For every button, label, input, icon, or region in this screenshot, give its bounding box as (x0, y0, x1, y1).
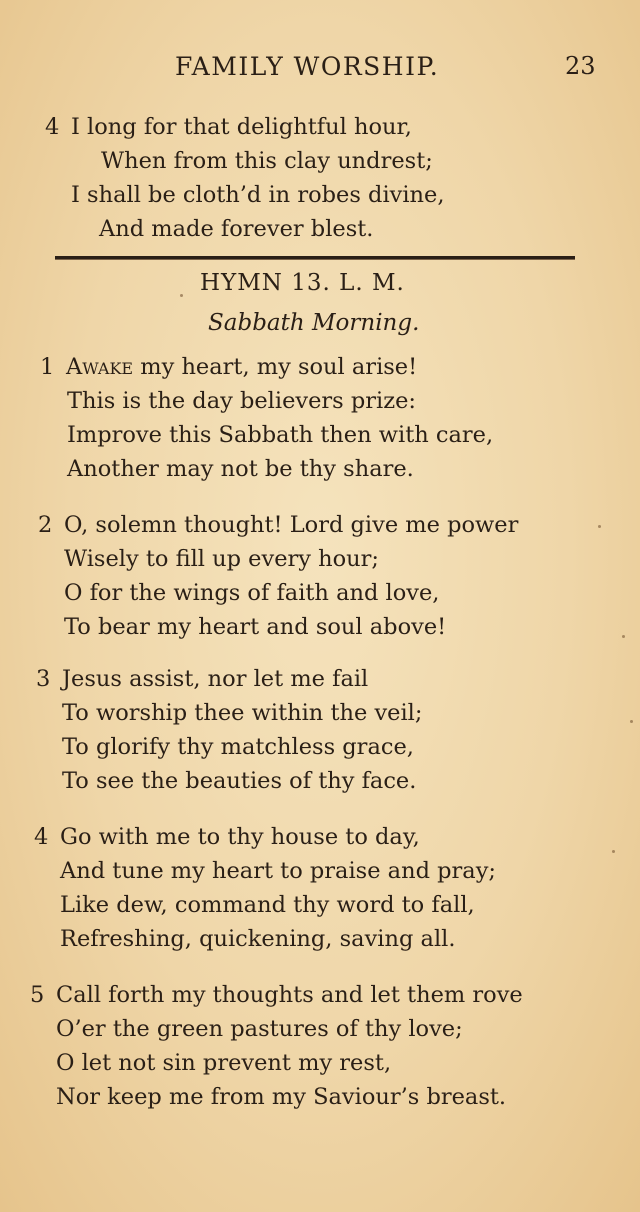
verse-line: And tune my heart to praise and pray; (60, 858, 497, 884)
paper-speck (180, 294, 183, 297)
verse-line: And made forever blest. (99, 216, 374, 242)
paper-speck (598, 525, 601, 528)
stanza-1 (0, 350, 640, 486)
stanza-number: 1 (40, 354, 55, 380)
paper-speck (612, 850, 615, 853)
verse-line: 4 Go with me to thy house to day, (34, 820, 640, 854)
verse-line: 3 Jesus assist, nor let me fail (36, 662, 640, 696)
verse-line: Another may not be thy share. (67, 456, 414, 482)
hymn-title: HYMN 13. L. M. (200, 270, 405, 296)
verse-line: To glorify thy matchless grace, (62, 734, 414, 760)
verse-line: This is the day believers prize: (67, 388, 416, 414)
verse-line: 4 I long for that delightful hour, (45, 110, 640, 144)
verse-line: To see the beauties of thy face. (62, 768, 417, 794)
stanza-number: 3 (36, 666, 51, 692)
stanza-3 (0, 662, 640, 798)
verse-line: To bear my heart and soul above! (64, 614, 447, 640)
prev-stanza (0, 110, 640, 246)
verse-line: When from this clay undrest; (101, 148, 433, 174)
stanza-5 (0, 978, 640, 1114)
stanza-number: 4 (45, 114, 60, 140)
verse-line: O’er the green pastures of thy love; (56, 1016, 463, 1042)
verse-line: Improve this Sabbath then with care, (67, 422, 494, 448)
stanza-number: 5 (30, 982, 45, 1008)
verse-line: To worship thee within the veil; (62, 700, 423, 726)
verse-line: O let not sin prevent my rest, (56, 1050, 392, 1076)
verse-line: 5 Call forth my thoughts and let them rove (30, 978, 640, 1012)
stanza-number: 4 (34, 824, 49, 850)
stanza-2 (0, 508, 640, 644)
paper-speck (630, 720, 633, 723)
verse-line: I shall be cloth’d in robes divine, (71, 182, 445, 208)
verse-line: 1 Awake my heart, my soul arise! (40, 350, 640, 384)
paper-speck (622, 635, 625, 638)
running-title: FAMILY WORSHIP. (175, 52, 440, 81)
page-header (0, 52, 640, 86)
verse-line: Like dew, command thy word to fall, (60, 892, 475, 918)
verse-line: Wisely to fill up every hour; (64, 546, 380, 572)
verse-line: Refreshing, quickening, saving all. (60, 926, 456, 952)
section-divider (55, 256, 575, 260)
initial-word: Awake (66, 354, 134, 380)
verse-line: 2 O, solemn thought! Lord give me power (38, 508, 640, 542)
stanza-number: 2 (38, 512, 53, 538)
hymn-subtitle: Sabbath Morning. (208, 310, 420, 336)
page-number: 23 (565, 52, 596, 80)
stanza-4 (0, 820, 640, 956)
verse-line: Nor keep me from my Saviour’s breast. (56, 1084, 507, 1110)
verse-line: O for the wings of faith and love, (64, 580, 440, 606)
